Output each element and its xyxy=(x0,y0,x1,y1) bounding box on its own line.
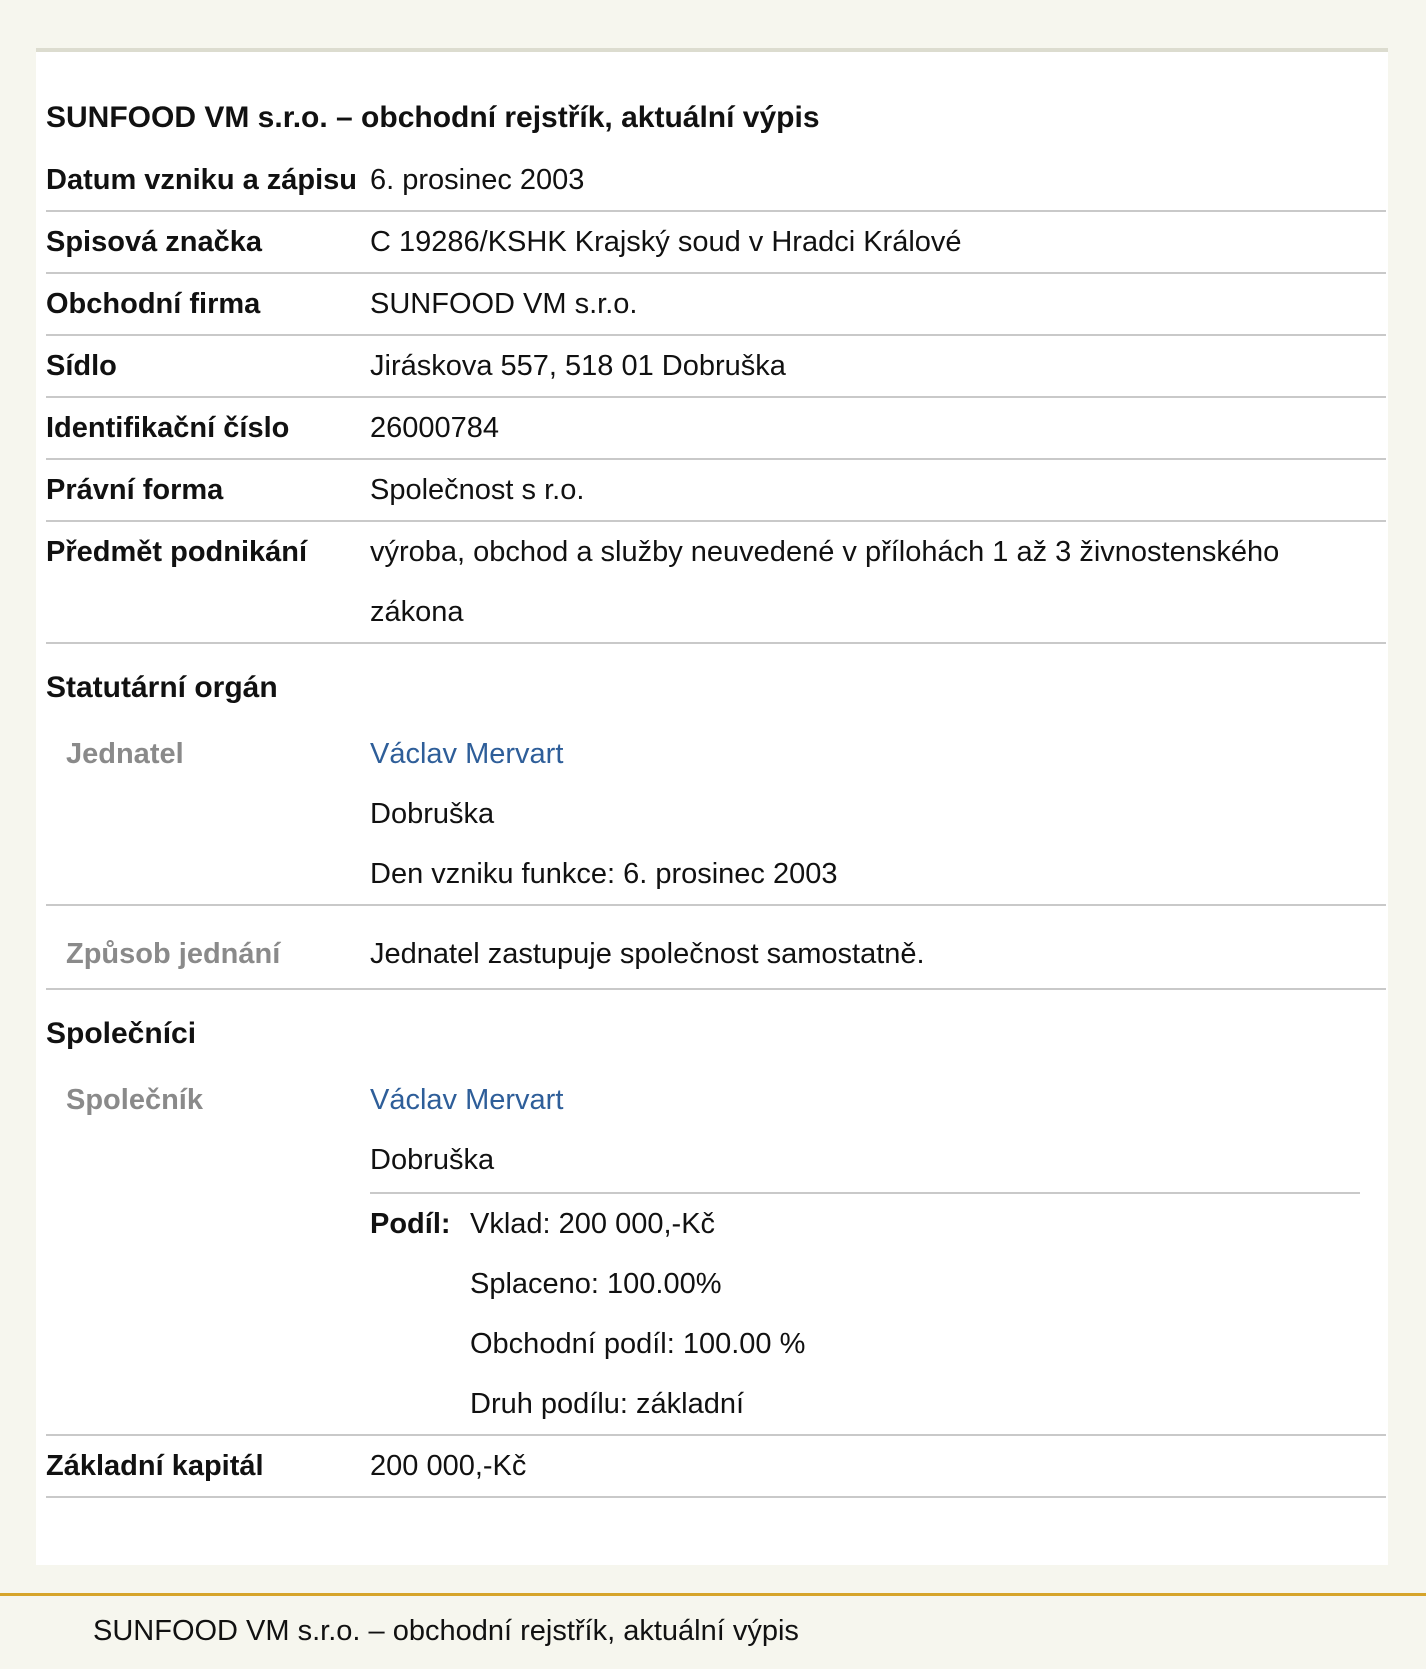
section-statutarni-organ xyxy=(46,643,1386,710)
row-datum-vzniku xyxy=(46,150,1386,211)
jednatel-since: Den vzniku funkce: 6. prosinec 2003 xyxy=(370,858,838,890)
value-spisova-znacka: C 19286/KSHK Krajský soud v Hradci Králové xyxy=(370,211,1386,273)
label-identifikacni-cislo: Identifikační číslo xyxy=(46,397,370,459)
row-jednatel xyxy=(46,710,1386,905)
row-zpusob-jednani xyxy=(46,905,1386,989)
value-datum-vzniku: 6. prosinec 2003 xyxy=(370,150,1386,211)
value-identifikacni-cislo: 26000784 xyxy=(370,397,1386,459)
row-zakladni-kapital xyxy=(46,1435,1386,1497)
podil-splaceno: Splaceno: 100.00% xyxy=(470,1268,722,1300)
podil-druh: Druh podílu: základní xyxy=(470,1388,745,1420)
section-heading-statutarni: Statutární orgán xyxy=(46,671,278,704)
value-pravni-forma: Společnost s r.o. xyxy=(370,459,1386,521)
label-sidlo: Sídlo xyxy=(46,335,370,397)
spolecnik-city: Dobruška xyxy=(370,1144,495,1176)
row-pravni-forma xyxy=(46,459,1386,521)
section-spolecnici xyxy=(46,989,1386,1056)
row-sidlo xyxy=(46,335,1386,397)
jednatel-city: Dobruška xyxy=(370,798,495,830)
value-predmet-podnikani: výroba, obchod a služby neuvedené v přílohách 1 až 3 živnostenského zákona xyxy=(370,521,1386,643)
label-spolecnik: Společník xyxy=(46,1056,370,1435)
label-jednatel: Jednatel xyxy=(46,710,370,905)
value-obchodni-firma: SUNFOOD VM s.r.o. xyxy=(370,273,1386,335)
podil-obchodni: Obchodní podíl: 100.00 % xyxy=(470,1328,806,1360)
label-datum-vzniku: Datum vzniku a zápisu xyxy=(46,150,370,211)
row-predmet-podnikani xyxy=(46,521,1386,643)
value-spolecnik xyxy=(370,1056,1386,1435)
label-zakladni-kapital: Základní kapitál xyxy=(46,1435,370,1497)
row-spolecnik xyxy=(46,1056,1386,1435)
podil-values xyxy=(470,1194,805,1434)
label-obchodni-firma: Obchodní firma xyxy=(46,273,370,335)
spolecnik-name-link[interactable]: Václav Mervart xyxy=(370,1084,564,1116)
jednatel-name-link[interactable]: Václav Mervart xyxy=(370,738,564,770)
row-spisova-znacka xyxy=(46,211,1386,273)
footer-bar xyxy=(0,1593,1426,1669)
label-zpusob-jednani: Způsob jednání xyxy=(46,905,370,989)
page-title: SUNFOOD VM s.r.o. – obchodní rejstřík, aktuální výpis xyxy=(46,101,820,134)
section-heading-spolecnici: Společníci xyxy=(46,1017,197,1050)
value-sidlo: Jiráskova 557, 518 01 Dobruška xyxy=(370,335,1386,397)
row-identifikacni-cislo xyxy=(46,397,1386,459)
value-jednatel xyxy=(370,710,1386,905)
value-zakladni-kapital: 200 000,-Kč xyxy=(370,1435,1386,1497)
podil-label: Podíl: xyxy=(370,1208,451,1240)
footer-title: SUNFOOD VM s.r.o. – obchodní rejstřík, aktuální výpis xyxy=(93,1615,799,1647)
value-zpusob-jednani: Jednatel zastupuje společnost samostatně. xyxy=(370,905,1386,989)
registry-table xyxy=(46,150,1386,1498)
podil-vklad: Vklad: 200 000,-Kč xyxy=(470,1208,716,1240)
registry-card xyxy=(36,48,1388,1565)
podil-block xyxy=(370,1194,1360,1434)
label-pravni-forma: Právní forma xyxy=(46,459,370,521)
label-predmet-podnikani: Předmět podnikání xyxy=(46,521,370,643)
label-spisova-znacka: Spisová značka xyxy=(46,211,370,273)
row-obchodni-firma xyxy=(46,273,1386,335)
